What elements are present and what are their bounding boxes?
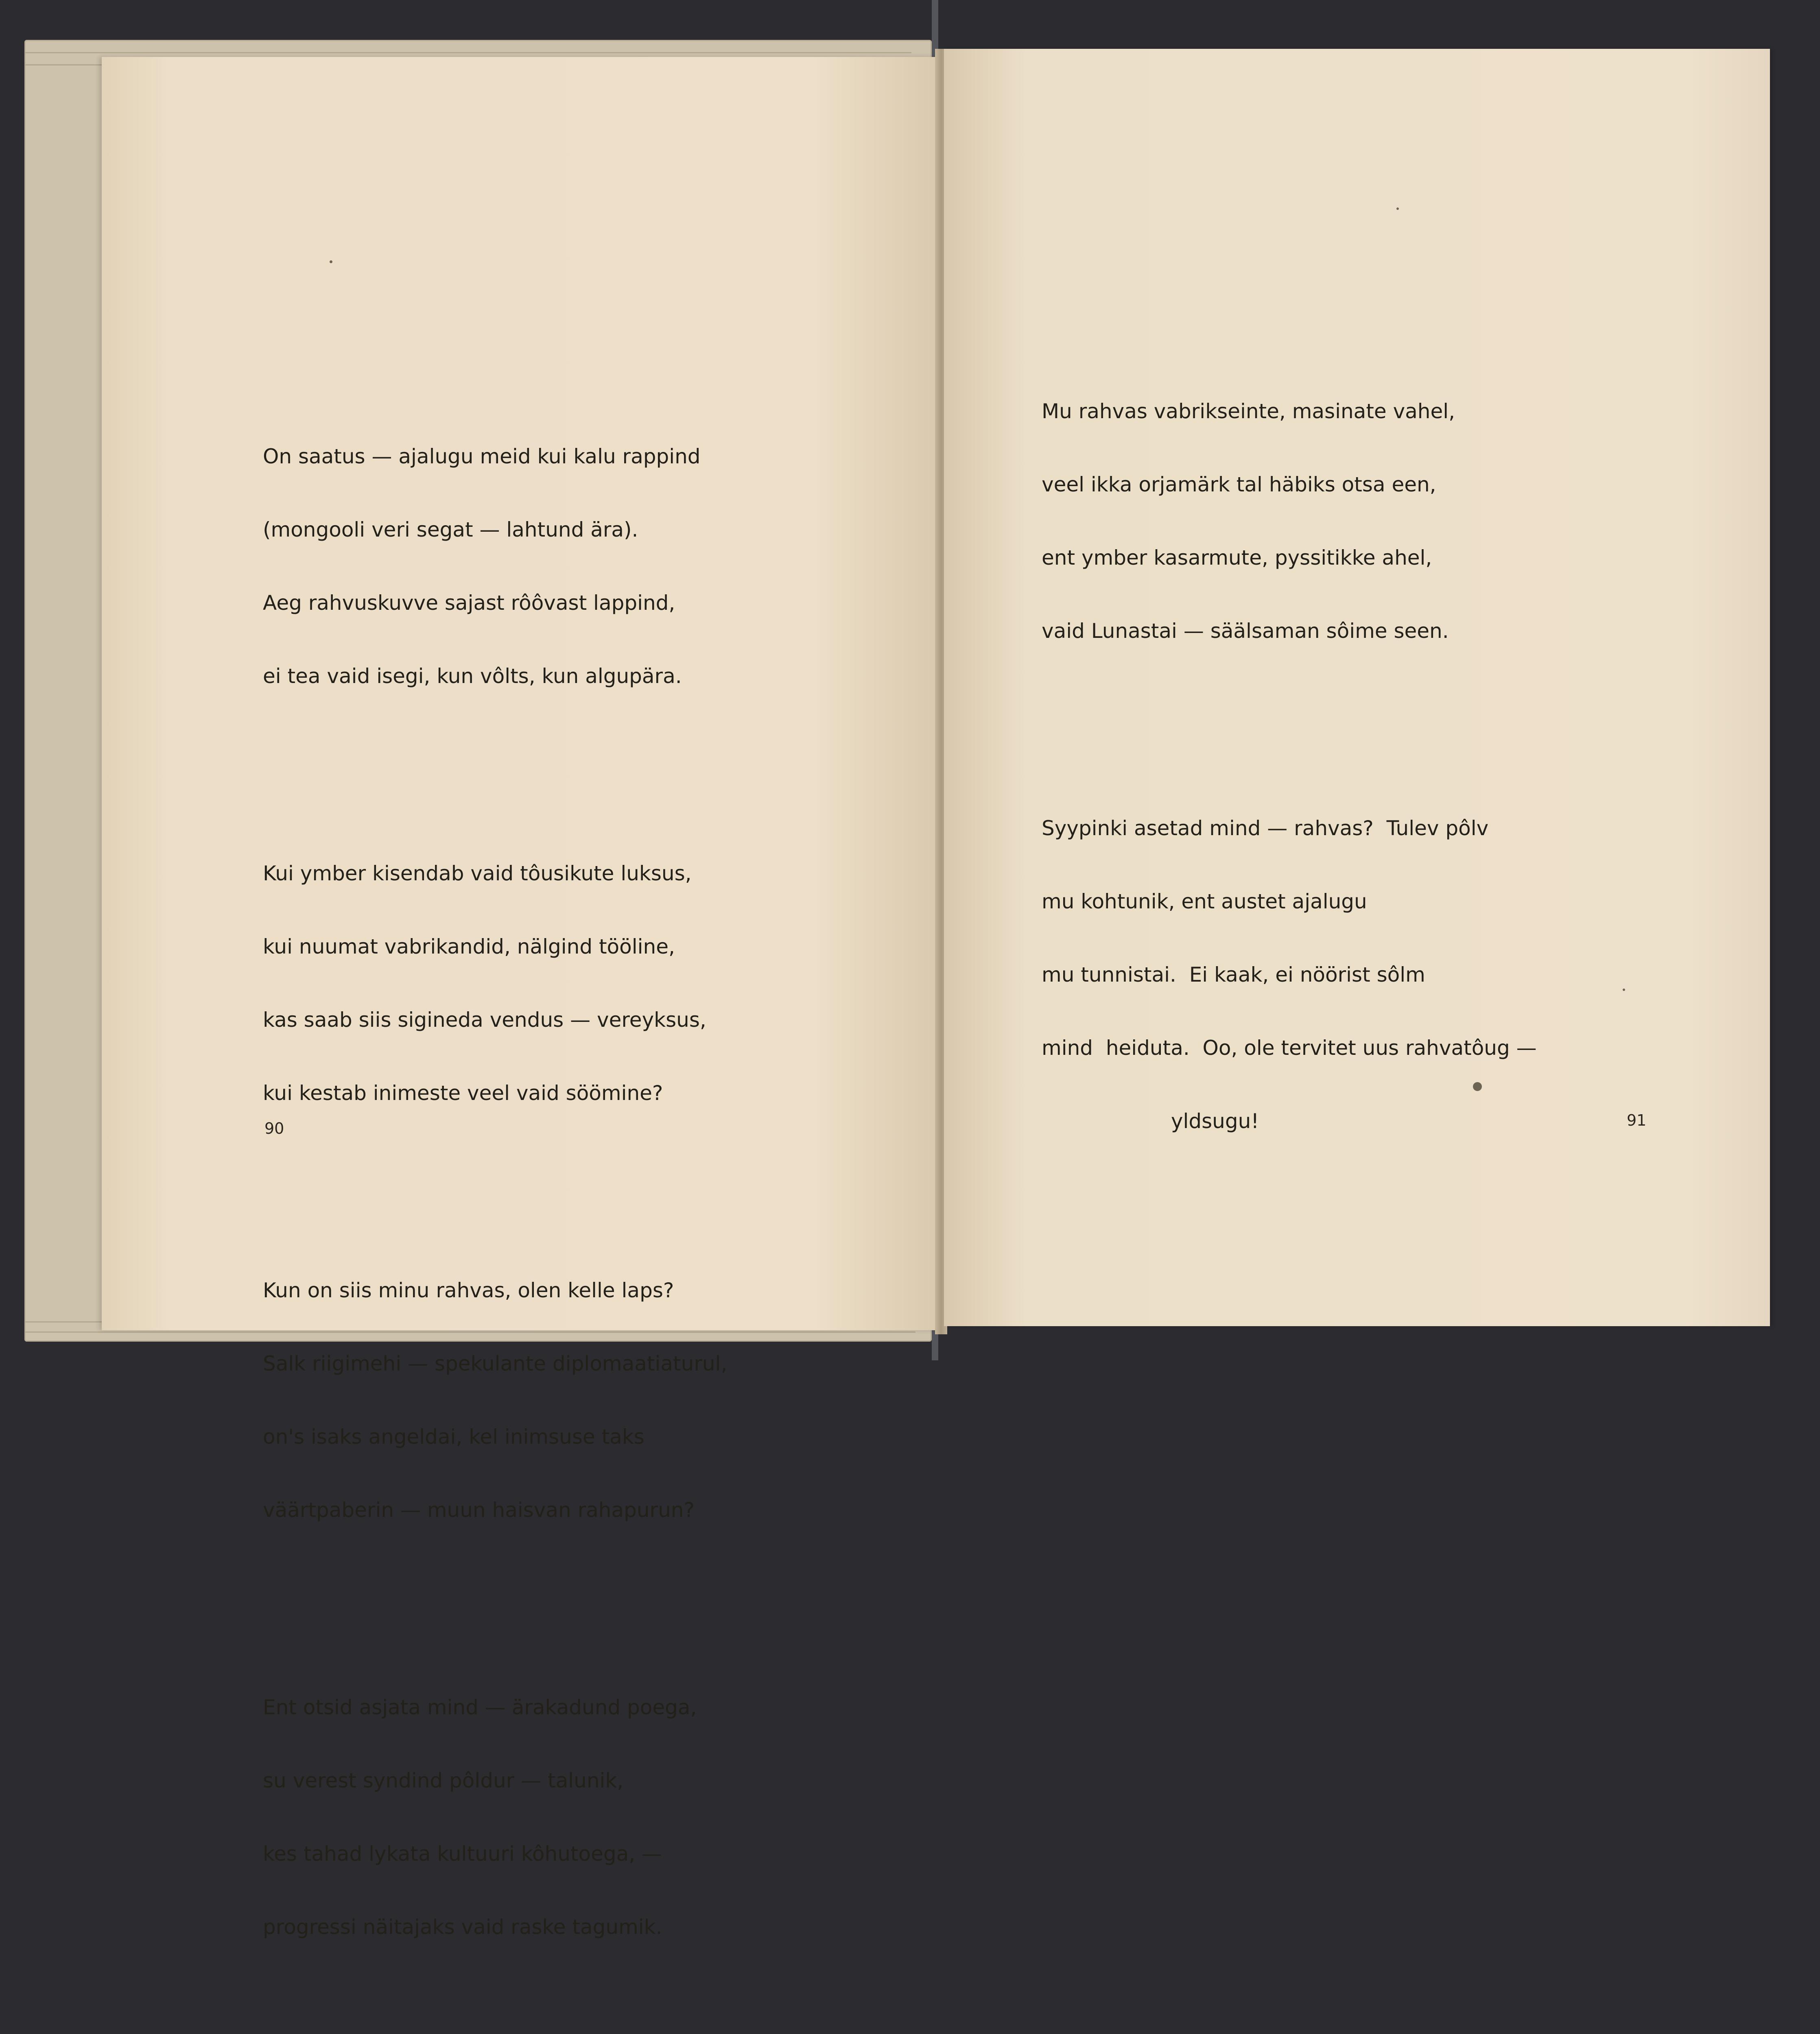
left-page: [102, 57, 940, 1939]
poem-line: vaid Lunastai — säälsaman sôime seen.: [1042, 619, 1449, 643]
paper-speck: [1396, 207, 1399, 210]
poem-line: (mongooli veri segat — lahtund ära).: [263, 518, 638, 541]
poem-line: Salk riigimehi — spekulante diplomaatiaturul,: [263, 1352, 728, 1375]
open-book: [24, 33, 1786, 1939]
poem-line: Aeg rahvuskuvve sajast rôôvast lappind,: [263, 591, 675, 615]
poem-line: su verest syndind pôldur — talunik,: [263, 1769, 624, 1792]
poem-line: Ent otsid asjata mind — ärakadund poega,: [263, 1696, 697, 1719]
poem-line: väärtpaberin — muun haisvan rahapurun?: [263, 1498, 695, 1522]
poem-line: progressi näitajaks vaid raske tagumik.: [263, 1915, 662, 1939]
poem-line: veel ikka orjamärk tal häbiks otsa een,: [1042, 473, 1436, 496]
poem-line: ei tea vaid isegi, kun vôlts, kun algupära.: [263, 664, 682, 688]
poem-line: On saatus — ajalugu meid kui kalu rappind: [263, 445, 701, 468]
right-page: [944, 49, 1770, 1326]
poem-line: Mu rahvas vabrikseinte, masinate vahel,: [1042, 399, 1455, 423]
stanza: [263, 395, 727, 737]
paper-speck: [1623, 989, 1625, 991]
poem-line: Kun on siis minu rahvas, olen kelle laps?: [263, 1279, 674, 1302]
poem-line: mu kohtunik, ent austet ajalugu: [1042, 890, 1367, 913]
page-number: 90: [264, 1120, 284, 1137]
stanza: [263, 1229, 727, 1571]
poem-text-left: [263, 347, 727, 2034]
poem-line: kes tahad lykata kultuuri kôhutoega, —: [263, 1842, 662, 1866]
stanza: [1042, 767, 1537, 1182]
poem-line: mind heiduta. Oo, ole tervitet uus rahvatôug —: [1042, 1036, 1537, 1060]
paper-speck: [330, 260, 332, 263]
poem-line: kas saab siis sigineda vendus — vereyksus,: [263, 1008, 706, 1032]
poem-line: kui kestab inimeste veel vaid söömine?: [263, 1081, 663, 1105]
page-number: 91: [1627, 1111, 1647, 1129]
poem-line: yldsugu!: [1042, 1109, 1259, 1133]
poem-line: kui nuumat vabrikandid, nälgind tööline,: [263, 935, 675, 958]
paper-speck: [1473, 1082, 1482, 1091]
poem-text-right: [1042, 301, 1537, 1257]
page-edge: [24, 52, 911, 53]
stanza: [1042, 350, 1537, 692]
poem-line: mu tunnistai. Ei kaak, ei nöörist sôlm: [1042, 963, 1425, 986]
poem-line: Kui ymber kisendab vaid tôusikute luksus,: [263, 862, 692, 885]
poem-line: Syypinki asetad mind — rahvas? Tulev pôlv: [1042, 816, 1489, 840]
poem-line: ent ymber kasarmute, pyssitikke ahel,: [1042, 546, 1432, 570]
poem-line: on's isaks angeldai, kel inimsuse taks: [263, 1425, 645, 1449]
stanza: [263, 1646, 727, 1988]
stanza: [263, 812, 727, 1154]
